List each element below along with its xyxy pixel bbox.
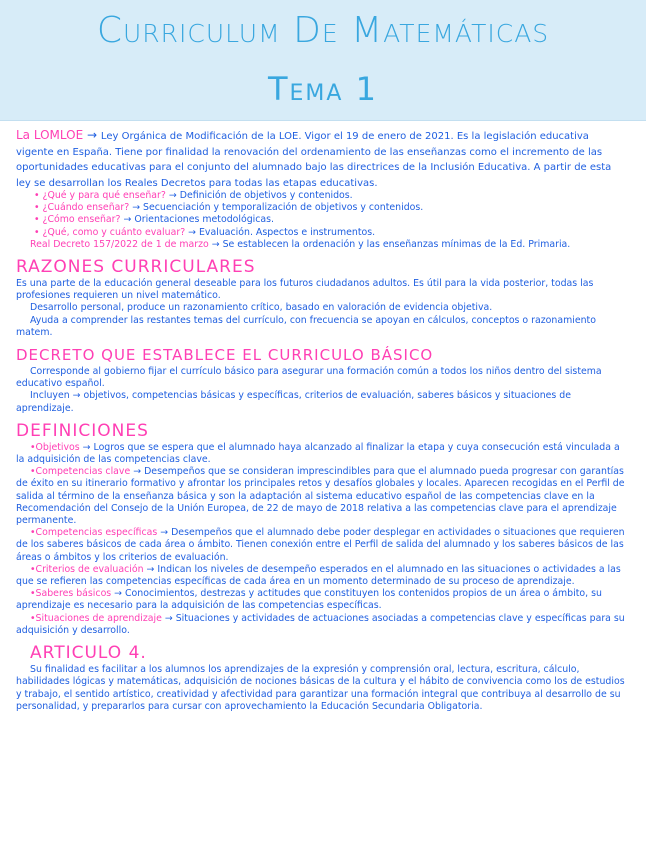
definition-text: Situaciones y actividades de actuaciones asociadas a competencias clave y específicas para su adquisición y desarrollo. bbox=[16, 612, 625, 636]
decree-text: Se establecen la ordenación y las enseñanzas mínimas de la Ed. Primaria. bbox=[222, 238, 571, 250]
header-banner bbox=[0, 0, 646, 121]
bullet-dot-icon: • bbox=[34, 226, 40, 238]
decree-term: Real Decreto 157/2022 de 1 de marzo bbox=[30, 238, 209, 250]
definition-text: Desempeños que se consideran imprescindibles para que el alumnado pueda progresar con garantías de éxito en su itinerario formativo y afrontar los principales retos y desafíos globales y locales. Aparecen recogidas en el Perfil de salida al término de la enseñanza básica y son la adaptación al sistema educativo español de las competencias clave en la Recomendación del Consejo de la Unión Europea, de 22 de mayo de 2018 relativa a las competencias clave para el aprendizaje permanente. bbox=[16, 466, 625, 527]
definition-item: •Saberes básicos → Conocimientos, destrezas y actitudes que constituyen los contenidos propios de un área o ámbito, su aprendizaje es necesario para la adquisición de las competencias específicas. bbox=[16, 588, 602, 612]
bullet-question: ¿Cuándo enseñar? bbox=[42, 202, 130, 214]
intro-bullet: • ¿Cómo enseñar? → Orientaciones metodológicas. bbox=[34, 214, 275, 226]
arrow-icon: → bbox=[87, 128, 98, 142]
definition-text: Indican los niveles de desempeño esperados en el alumnado en las situaciones o actividades a las que se refieren las competencias específicas de cada área en un momento determinado de su proceso de aprendizaje. bbox=[16, 563, 621, 588]
section-title-articulo: ARTICULO 4. bbox=[30, 643, 147, 664]
definition-term: Competencias clave bbox=[35, 466, 131, 478]
definition-term: Objetivos bbox=[35, 441, 80, 453]
decreto-line: Incluyen → objetivos, competencias básicas y específicas, criterios de evaluación, saberes básicos y situaciones de aprendizaje. bbox=[16, 390, 571, 414]
section-title-definiciones: DEFINICIONES bbox=[16, 420, 149, 441]
definition-text: Conocimientos, destrezas y actitudes que constituyen los contenidos propios de un área o ámbito, su aprendizaje es necesario para la adquisición de las competencias específicas. bbox=[16, 588, 602, 612]
intro-text: Ley Orgánica de Modificación de la LOE. Vigor el 19 de enero de 2021. Es la legislación educativa vigente en España. Tiene por finalidad la renovación del ordenamiento de las enseñanzas como el incremento de las oportunidades educativas para el conjunto del alumnado bajo las directrices de la Inclusión Educativa. A partir de esta ley se desarrollan los Reales Decretos para todas las etapas educativas. bbox=[16, 131, 612, 189]
definition-term: Situaciones de aprendizaje bbox=[35, 612, 162, 624]
bullet-question: ¿Qué, como y cuánto evaluar? bbox=[42, 226, 186, 238]
intro-bullet: • ¿Qué y para qué enseñar? → Definición de objetivos y contenidos. bbox=[34, 190, 353, 201]
intro-term: La LOMLOE bbox=[16, 128, 84, 142]
definition-text: Desempeños que el alumnado debe poder desplegar en actividades o situaciones que requieren de los saberes básicos de cada área o ámbito. Tienen conexión entre el Perfil de salida del alumnado y los saberes básicos de las áreas o ámbitos y los criterios de evaluación. bbox=[16, 527, 625, 563]
definition-item: •Competencias clave → Desempeños que se consideran imprescindibles para que el alumnado pueda progresar con garantías de éxito en su itinerario formativo y afrontar los principales retos y desafíos globales y locales. Aparecen recogidas en el Perfil de salida al término de la enseñanza básica y son la adaptación al sistema educativo español de las competencias clave en la Recomendación del Consejo de la Unión Europea, de 22 de mayo de 2018 relativa a las competencias clave para el aprendizaje permanente. bbox=[16, 466, 625, 527]
definition-term: Saberes básicos bbox=[35, 588, 112, 600]
definition-term: Competencias específicas bbox=[35, 527, 158, 539]
bullet-dot-icon: • bbox=[34, 202, 40, 214]
bullet-answer: Definición de objetivos y contenidos. bbox=[179, 190, 353, 201]
definition-item: •Criterios de evaluación → Indican los niveles de desempeño esperados en el alumnado en las situaciones o actividades a las que se refieren las competencias específicas de cada área en un momento determinado de su proceso de aprendizaje. bbox=[16, 563, 621, 588]
bullet-answer: Orientaciones metodológicas. bbox=[134, 214, 275, 226]
bullet-dot-icon: • bbox=[34, 214, 40, 226]
razones-line: Desarrollo personal, produce un razonamiento crítico, basado en valoración de evidencia objetiva. bbox=[30, 302, 493, 314]
definition-item: •Objetivos → Logros que se espera que el alumnado haya alcanzado al finalizar la etapa y cuya consecución está vinculada a la adquisición de las competencias clave. bbox=[16, 441, 620, 466]
definition-text: Logros que se espera que el alumnado haya alcanzado al finalizar la etapa y cuya consecución está vinculada a la adquisición de las competencias clave. bbox=[16, 441, 620, 466]
section-title-decreto: DECRETO QUE ESTABLECE EL CURRICULO BÁSICO bbox=[16, 346, 434, 365]
definition-item: •Situaciones de aprendizaje → Situaciones y actividades de actuaciones asociadas a competencias clave y específicas para su adquisición y desarrollo. bbox=[16, 612, 625, 636]
definition-item: •Competencias específicas → Desempeños que el alumnado debe poder desplegar en actividades o situaciones que requieren de los saberes básicos de cada área o ámbito. Tienen conexión entre el Perfil de salida del alumnado y los saberes básicos de las áreas o ámbitos y los criterios de evaluación. bbox=[16, 527, 625, 563]
razones-line: Es una parte de la educación general deseable para los futuros ciudadanos adultos. Es útil para la vida posterior, todas las profesiones requieren un nivel matemático. bbox=[16, 278, 594, 302]
intro-bullet: • ¿Cuándo enseñar? → Secuenciación y temporalización de objetivos y contenidos. bbox=[34, 202, 424, 214]
bullet-answer: Evaluación. Aspectos e instrumentos. bbox=[199, 226, 376, 238]
bullet-answer: Secuenciación y temporalización de objetivos y contenidos. bbox=[143, 202, 424, 214]
intro-paragraph bbox=[16, 128, 628, 190]
definition-term: Criterios de evaluación bbox=[35, 563, 144, 575]
bullet-dot-icon: • bbox=[34, 190, 40, 201]
intro-bullet: • ¿Qué, como y cuánto evaluar? → Evaluación. Aspectos e instrumentos. bbox=[34, 226, 376, 238]
document-body bbox=[16, 128, 628, 713]
section-title-razones: RAZONES CURRICULARES bbox=[16, 257, 256, 278]
articulo-text: Su finalidad es facilitar a los alumnos los aprendizajes de la expresión y comprensión oral, lectura, escritura, cálculo, habilidades lógicas y matemáticas, adquisición de nociones básicas de la cultura y el hábito de convivencia como los de estudios y trabajo, el sentido artístico, creatividad y afectividad para garantizar una formación integral que contribuya al desarrollo de su personalidad, y prepararlos para cursar con aprovechamiento la Educación Secundaria Obligatoria. bbox=[16, 664, 625, 712]
bullet-question: ¿Cómo enseñar? bbox=[42, 214, 121, 226]
page-subtitle: Tema 1 bbox=[267, 70, 378, 108]
decreto-line: Corresponde al gobierno fijar el currículo básico para asegurar una formación común a todos los niños dentro del sistema educativo español. bbox=[16, 366, 602, 390]
razones-line: Ayuda a comprender las restantes temas del currículo, con frecuencia se apoyan en cálculos, conceptos o razonamiento matem. bbox=[16, 314, 596, 338]
decree-line: Real Decreto 157/2022 de 1 de marzo → Se establecen la ordenación y las enseñanzas mínimas de la Ed. Primaria. bbox=[30, 238, 571, 250]
page-title: Curriculum De Matemáticas bbox=[96, 10, 550, 51]
bullet-question: ¿Qué y para qué enseñar? bbox=[42, 190, 166, 201]
